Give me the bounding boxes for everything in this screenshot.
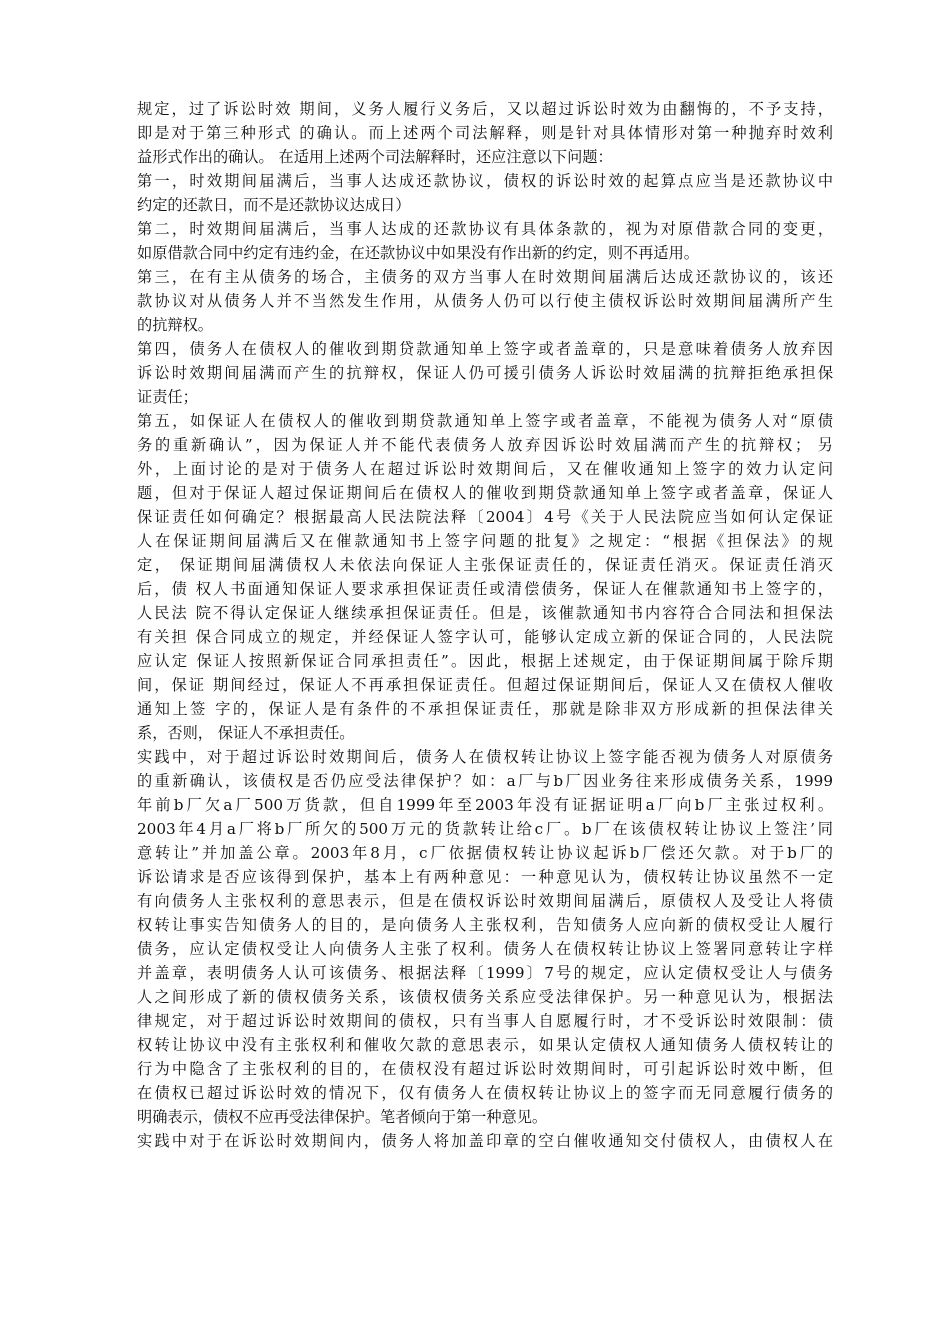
text-line: 定， 保证期间届满债权人未依法向保证人主张保证责任的，保证责任消灭。保证责任消灭 bbox=[137, 556, 833, 574]
text-line: 外，上面讨论的是对于债务人在超过诉讼时效期间后，又在催收通知上签字的效力认定问 bbox=[137, 460, 833, 478]
text-line: 债务，应认定债权受让人向债务人主张了权利。债务人在债权转让协议上签署同意转让字样 bbox=[137, 940, 833, 958]
text-line: 通知上签 字的，保证人是有条件的不承担保证责任，那就是除非双方形成新的担保法律关 bbox=[137, 700, 833, 718]
text-line: 证责任； bbox=[137, 388, 198, 406]
text-line: 应认定 保证人按照新保证合同承担责任”。因此，根据上述规定，由于保证期间属于除斥期 bbox=[137, 652, 833, 670]
text-line: 人在保证期间届满后又在催款通知书上签字问题的批复》之规定：“根据《担保法》的规 bbox=[137, 532, 833, 550]
document-body bbox=[137, 97, 833, 1153]
text-line: 题，但对于保证人超过保证期间后在债权人的催收到期贷款通知单上签字或者盖章，保证人 bbox=[137, 484, 833, 502]
text-line: 务的重新确认”，因为保证人并不能代表债务人放弃因诉讼时效届满而产生的抗辩权； 另 bbox=[137, 436, 833, 454]
text-line: 人之间形成了新的债权债务关系，该债权债务关系应受法律保护。另一种意见认为，根据法 bbox=[137, 988, 833, 1006]
text-line: 系，否则， 保证人不承担责任。 bbox=[137, 724, 355, 742]
text-line: 明确表示，债权不应再受法律保护。笔者倾向于第一种意见。 bbox=[137, 1108, 548, 1126]
text-line: 实践中对于在诉讼时效期间内，债务人将加盖印章的空白催收通知交付债权人，由债权人在 bbox=[137, 1132, 833, 1150]
text-line: 规定，过了诉讼时效 期间，义务人履行义务后，又以超过诉讼时效为由翻悔的，不予支持， bbox=[137, 100, 833, 118]
text-line: 权转让协议中没有主张权利和催收欠款的意思表示，如果认定债权人通知债务人债权转让的 bbox=[137, 1036, 833, 1054]
text-line: 第四，债务人在债权人的催收到期贷款通知单上签字或者盖章的，只是意味着债务人放弃因 bbox=[137, 340, 833, 358]
text-line: 第二，时效期间届满后，当事人达成的还款协议有具体条款的，视为对原借款合同的变更， bbox=[137, 220, 833, 238]
text-line: 如原借款合同中约定有违约金，在还款协议中如果没有作出新的约定，则不再适用。 bbox=[137, 244, 699, 262]
text-line: 即是对于第三种形式 的确认。而上述两个司法解释，则是针对具体情形对第一种抛弃时效利 bbox=[137, 124, 833, 142]
text-line: 有关担 保合同成立的规定，并经保证人签字认可，能够认定成立新的保证合同的，人民法院 bbox=[137, 628, 833, 646]
text-line: 行为中隐含了主张权利的目的，在债权没有超过诉讼时效期间时，可引起诉讼时效中断，但 bbox=[137, 1060, 833, 1078]
text-line: 约定的还款日，而不是还款协议达成日） bbox=[137, 196, 411, 214]
text-line: 人民法 院不得认定保证人继续承担保证责任。但是，该催款通知书内容符合合同法和担保法 bbox=[137, 604, 833, 622]
text-line: 间，保证 期间经过，保证人不再承担保证责任。但超过保证期间后，保证人又在债权人催收 bbox=[137, 676, 833, 694]
text-line: 第五，如保证人在债权人的催收到期贷款通知单上签字或者盖章，不能视为债务人对“原债 bbox=[137, 412, 833, 430]
text-line: 律规定，对于超过诉讼时效期间的债权，只有当事人自愿履行时，才不受诉讼时效限制：债 bbox=[137, 1012, 833, 1030]
text-line: 款协议对从债务人并不当然发生作用，从债务人仍可以行使主债权诉讼时效期间届满所产生 bbox=[137, 292, 833, 310]
text-line: 后，债 权人书面通知保证人要求承担保证责任或清偿债务，保证人在催款通知书上签字的， bbox=[137, 580, 833, 598]
text-line: 第三，在有主从债务的场合，主债务的双方当事人在时效期间届满后达成还款协议的，该还 bbox=[137, 268, 833, 286]
text-line: 并盖章，表明债务人认可该债务、根据法释〔1999〕7号的规定，应认定债权受让人与债务 bbox=[137, 964, 833, 982]
text-line: 实践中，对于超过诉讼时效期间后，债务人在债权转让协议上签字能否视为债务人对原债务 bbox=[137, 748, 833, 766]
text-line: 第一，时效期间届满后，当事人达成还款协议，债权的诉讼时效的起算点应当是还款协议中 bbox=[137, 172, 833, 190]
text-line: 诉讼时效期间届满而产生的抗辩权，保证人仍可援引债务人诉讼时效届满的抗辩拒绝承担保 bbox=[137, 364, 833, 382]
text-line: 诉讼请求是否应该得到保护，基本上有两种意见：一种意见认为，债权转让协议虽然不一定 bbox=[137, 868, 833, 886]
text-line: 在债权已超过诉讼时效的情况下，仅有债务人在债权转让协议上的签字而无同意履行债务的 bbox=[137, 1084, 833, 1102]
text-line: 年前b厂欠a厂500万货款，但自1999年至2003年没有证据证明a厂向b厂主张过权利。 bbox=[137, 796, 833, 814]
text-line: 的抗辩权。 bbox=[137, 316, 213, 334]
text-line: 的重新确认，该债权是否仍应受法律保护？如：a厂与b厂因业务往来形成债务关系，1999 bbox=[137, 772, 833, 790]
text-line: 2003年4月a厂将b厂所欠的500万元的货款转让给c厂。b厂在该债权转让协议上签注’同 bbox=[137, 820, 833, 838]
text-line: 益形式作出的确认。 在适用上述两个司法解释时，还应注意以下问题： bbox=[137, 148, 613, 166]
text-line: 保证责任如何确定？根据最高人民法院法释〔2004〕4号《关于人民法院应当如何认定保证 bbox=[137, 508, 833, 526]
text-line: 意转让”并加盖公章。2003年8月，c厂依据债权转让协议起诉b厂偿还欠款。对于b厂的 bbox=[137, 844, 833, 862]
text-line: 有向债务人主张权利的意思表示，但是在债权诉讼时效期间届满后，原债权人及受让人将债 bbox=[137, 892, 833, 910]
text-line: 权转让事实告知债务人的目的，是向债务人主张权利，告知债务人应向新的债权受让人履行 bbox=[137, 916, 833, 934]
